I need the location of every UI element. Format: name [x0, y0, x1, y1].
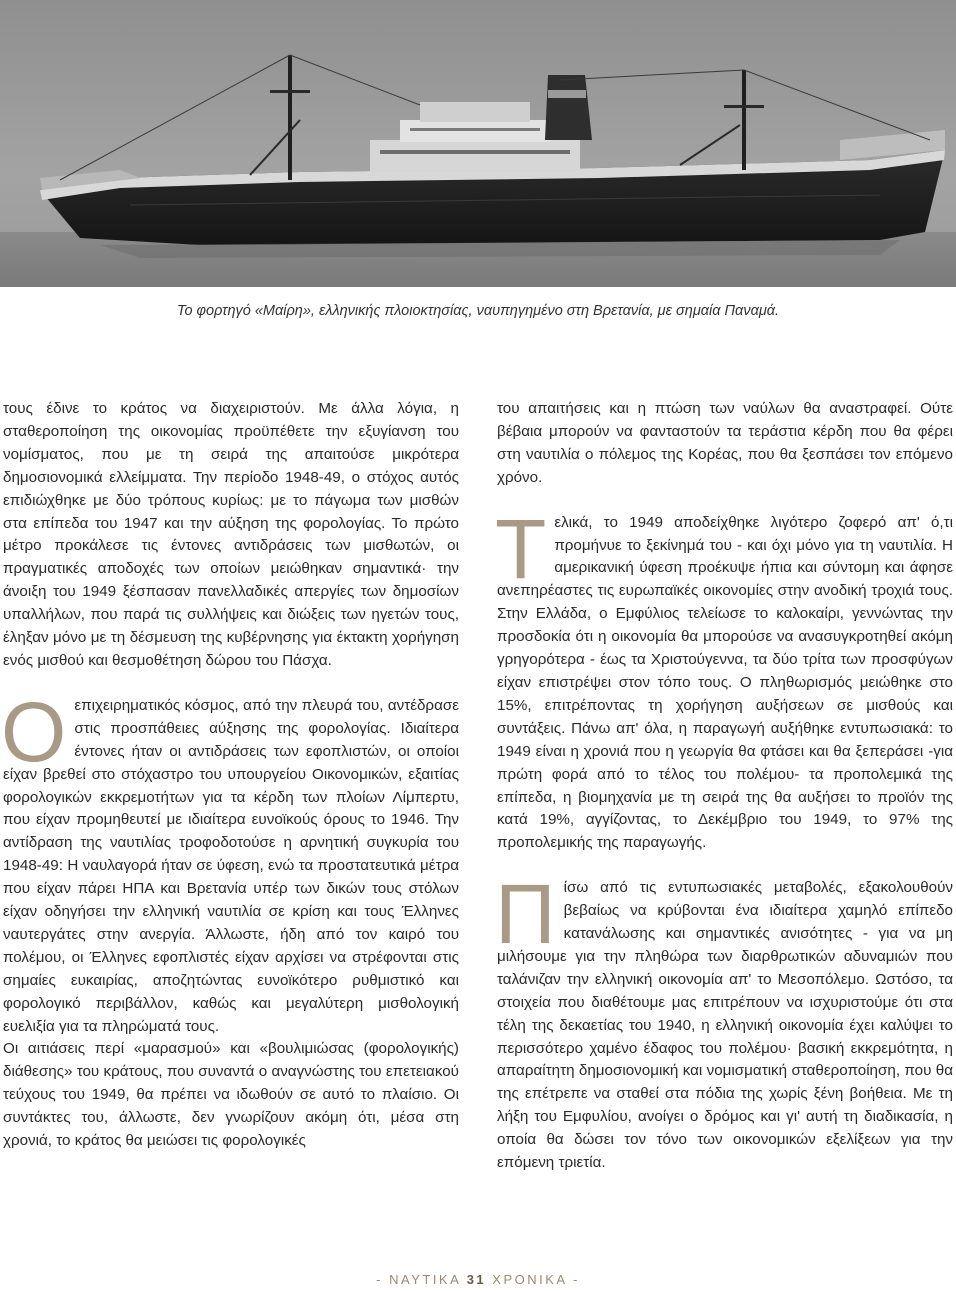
page-footer	[0, 1272, 956, 1287]
right-column	[497, 398, 953, 1175]
paragraph	[495, 867, 953, 1175]
cargo-ship-photo	[0, 0, 956, 287]
left-column	[3, 398, 459, 1153]
drop-cap: Π	[495, 867, 556, 962]
paragraph	[495, 501, 953, 856]
drop-cap: Ο	[1, 684, 67, 779]
photo-caption: Το φορτηγό «Μαίρη», ελληνικής πλοιοκτησίας, ναυπηγημένο στη Βρετανία, με σημαία Παναμά.	[176, 303, 780, 319]
paragraph-text: ίσω από τις εντυπωσιακές μεταβολές, εξακολουθούν βεβαίως να κρύβονται ένα ιδιαίτερα χαμηλό επίπεδο κατανάλωσης και σημαντικές ανισότητες - για να μη μιλήσουμε για την πληθώρα των διαρθρωτικών αδυναμιών που ταλάνιζαν την ελληνική οικονομία απ' το Μεσοπόλεμο. Ωστόσο, τα στοιχεία που διαθέτουμε μας επιτρέπουν να ισχυριστούμε ότι στα τέλη της δεκαετίας του 1940, η ελληνική οικονομία έχει καλύψει το περισσότερο χαμένο έδαφος του πολέμου· βασική εκκρεμότητα, η απαραίτητη δημοσιονομική και νομισματική σταθεροποίηση, που θα της επέτρεπε να σταθεί στα πόδια της χωρίς ξένη βοήθεια. Με τη λήξη του Εμφυλίου, ανοίγει ο δρόμος και γι' αυτή τη διαδικασία, η οποία θα δώσει τον τόνο των οικονομικών εξελίξεων για την επόμενη τριετία.	[497, 879, 953, 1172]
paragraph	[1, 684, 459, 1039]
page-number: 31	[466, 1272, 487, 1287]
paragraph-text: επιχειρηματικός κόσμος, από την πλευρά του, αντέδρασε στις προσπάθειες αύξησης της φορολογίας. Ιδιαίτερα έντονες ήταν οι αντιδράσεις των εφοπλιστών, οι οποίοι είχαν βρεθεί στο στόχαστρο του υπουργείου Οικονομικών, εξαιτίας φορολογικών εκκρεμοτήτων για τα κέρδη των πλοίων Λίμπερτυ, που είχαν προμηθευτεί με ιδιαίτερα ευνοϊκούς όρους το 1946. Την αντίδραση της ναυτιλίας τροφοδοτούσε η αρνητική συγκυρία του 1948-49: Η ναυλαγορά ήταν σε ύφεση, ενώ τα προστατευτικά μέτρα που είχαν πάρει ΗΠΑ και Βρετανία υπέρ των δικών τους στόλων είχαν οδηγήσει την ελληνική ναυτιλία σε κρίση και τους Έλληνες ναυτεργάτες στην ανεργία. Άλλωστε, ήδη από τον καιρό του πολέμου, οι Έλληνες εφοπλιστές είχαν αρχίσει να στρέφονται στις σημαίες ευκαιρίας, αποζητώντας ευνοϊκότερο ρυθμιστικό και φορολογικό περιβάλλον, καθώς και μεγαλύτερη μισθολογική ευελιξία για τα πληρώματά τους.	[3, 696, 459, 1035]
paragraph-text: ελικά, το 1949 αποδείχθηκε λιγότερο ζοφερό απ' ό,τι προμήνυε το ξεκίνημά του - και όχι μόνο για τη ναυτιλία. Η αμερικανική ύφεση προέκυψε ήπια και σύντομη και άφησε ανεπηρέαστες τις ευρωπαϊκές οικονομίες στην ανοδική τροχιά τους. Στην Ελλάδα, ο Εμφύλιος τελείωσε το καλοκαίρι, γεννώντας την προσδοκία ότι η οικονομία θα μπορούσε να ανασυγκροτηθεί ακόμη γρηγορότερα - έως τα Χριστούγεννα, τα δύο τρίτα των προσφύγων είχαν επιστρέψει στον τόπο τους. Ο πληθωρισμός μειώθηκε στο 15%, επιτρέποντας τη χορήγηση αυξήσεων σε μισθούς και συντάξεις. Πάνω απ' όλα, η παραγωγή αυξήθηκε εντυπωσιακά: το 1949 είναι η χρονιά που η γεωργία θα φτάσει και θα ξεπεράσει -για πρώτη φορά από το τέλος του πολέμου- τα προπολεμικά της επίπεδα, η βιομηχανία με τη σειρά της θα αυξήσει το προϊόν της κατά 19%, αγγίζοντας, το Δεκέμβριο του 1949, το 97% της προπολεμικής της παραγωγής.	[497, 513, 953, 852]
ship-photo	[0, 0, 956, 287]
footer-left: - ΝΑΥΤΙΚΑ	[376, 1272, 461, 1287]
paragraph: τους έδινε το κράτος να διαχειριστούν. Με άλλα λόγια, η σταθεροποίηση της οικονομίας προϋπέθετε την εξυγίανση του νομίσματος, που με τη σειρά της απαιτούσε μικρότερα δημοσιονομικά ελλείμματα. Την περίοδο 1948-49, ο στόχος αυτός επιδιώχθηκε με δύο τρόπους κυρίως: με το πάγωμα των μισθών στα επίπεδα του 1947 και την αύξηση της φορολογίας. Το πρώτο μέτρο προκάλεσε τις έντονες αντιδράσεις των μισθωτών, οι πραγματικές αποδοχές των οποίων μειώθηκαν σημαντικά· την άνοιξη του 1949 ξέσπασαν πανελλαδικές απεργίες των δημοσίων υπαλλήλων, που παρά τις συλλήψεις και διώξεις των ηγετών τους, έληξαν μόνο με τη δέσμευση της κυβέρνησης για έκτακτη χορήγηση ενός μισθού και θεσμοθέτηση δώρου του Πάσχα.	[3, 400, 459, 669]
drop-cap: Τ	[495, 501, 547, 596]
paragraph: Οι αιτιάσεις περί «μαρασμού» και «βουλιμιώσας (φορολογικής) διάθεσης» του κράτους, που συναντά ο αναγνώστης του επετειακού τεύχους του 1949, θα πρέπει να ιδωθούν σε αυτό το πλαίσιο. Οι συντάκτες του, άλλωστε, δεν γνωρίζουν ακόμη ότι, μέσα στη χρονιά, το κράτος θα μειώσει τις φορολογικές	[3, 1040, 459, 1150]
paragraph: του απαιτήσεις και η πτώση των ναύλων θα αναστραφεί. Ούτε βέβαια μπορούν να φανταστούν τα τεράστια κέρδη που θα φέρει στη ναυτιλία ο πόλεμος της Κορέας, που θα ξεσπάσει τον επόμενο χρόνο.	[497, 400, 953, 486]
footer-right: ΧΡΟΝΙΚΑ -	[492, 1272, 580, 1287]
